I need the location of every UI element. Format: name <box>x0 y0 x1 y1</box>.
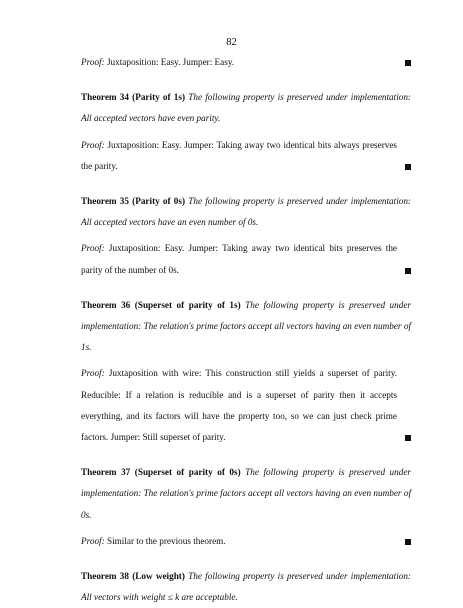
proof-text: Juxtaposition: Easy. Jumper: Taking away two identical bits always preserves the parity. <box>81 139 397 171</box>
proof-paragraph <box>81 363 411 448</box>
theorem-paragraph <box>81 295 411 359</box>
theorem-heading: Theorem 37 (Superset of parity of 0s) <box>81 467 241 478</box>
theorem-paragraph <box>81 191 411 233</box>
proof-paragraph <box>81 52 411 73</box>
proof-text: Similar to the previous theorem. <box>104 535 226 546</box>
qed-square-icon <box>405 539 411 545</box>
proof-label: Proof: <box>81 139 105 150</box>
theorem-heading: Theorem 36 (Superset of parity of 1s) <box>81 299 241 310</box>
theorem-statement: The following property is preserved under implementation: All accepted vectors have an even number of 0s. <box>81 196 411 228</box>
proof-text: Juxtaposition with wire: This construction still yields a superset of parity. Reducible: If a relation is reducible and is a superset of parity then it accepts everything, and its factors will have the property too, so we can just check prime factors. Jumper: Still superset of parity. <box>81 368 397 443</box>
proof-label: Proof: <box>81 243 105 254</box>
theorem-heading: Theorem 38 (Low weight) <box>81 571 185 582</box>
proof-text: Juxtaposition: Easy. Jumper: Easy. <box>104 57 235 67</box>
proof-paragraph <box>81 531 411 552</box>
proof-label: Proof: <box>81 368 105 379</box>
proof-text: Juxtaposition: Easy. Jumper: Taking away two identical bits preserves the parity of the number of 0s. <box>81 243 397 275</box>
theorem-statement: The following property is preserved under implementation: All accepted vectors have even parity. <box>81 92 411 124</box>
proof-paragraph <box>81 135 411 177</box>
theorem-paragraph <box>81 566 411 608</box>
theorem-heading: Theorem 34 (Parity of 1s) <box>81 92 186 103</box>
page-content <box>81 52 411 608</box>
qed-square-icon <box>405 268 411 274</box>
proof-paragraph <box>81 238 411 280</box>
theorem-paragraph <box>81 87 411 129</box>
theorem-statement: The following property is preserved under implementation: The relation's prime factors accept all vectors having an even number of 1s. <box>81 299 411 353</box>
proof-label: Proof: <box>81 57 105 67</box>
page-number: 82 <box>226 37 237 48</box>
proof-label: Proof: <box>81 535 105 546</box>
qed-square-icon <box>405 164 411 170</box>
theorem-statement: The following property is preserved under implementation: All vectors with weight ≤ k are acceptable. <box>81 571 411 603</box>
theorem-heading: Theorem 35 (Parity of 0s) <box>81 196 186 207</box>
theorem-paragraph <box>81 462 411 526</box>
theorem-statement: The following property is preserved under implementation: The relation's prime factors accept all vectors having an even number of 0s. <box>81 467 411 520</box>
qed-square-icon <box>405 60 411 66</box>
qed-square-icon <box>405 435 411 441</box>
